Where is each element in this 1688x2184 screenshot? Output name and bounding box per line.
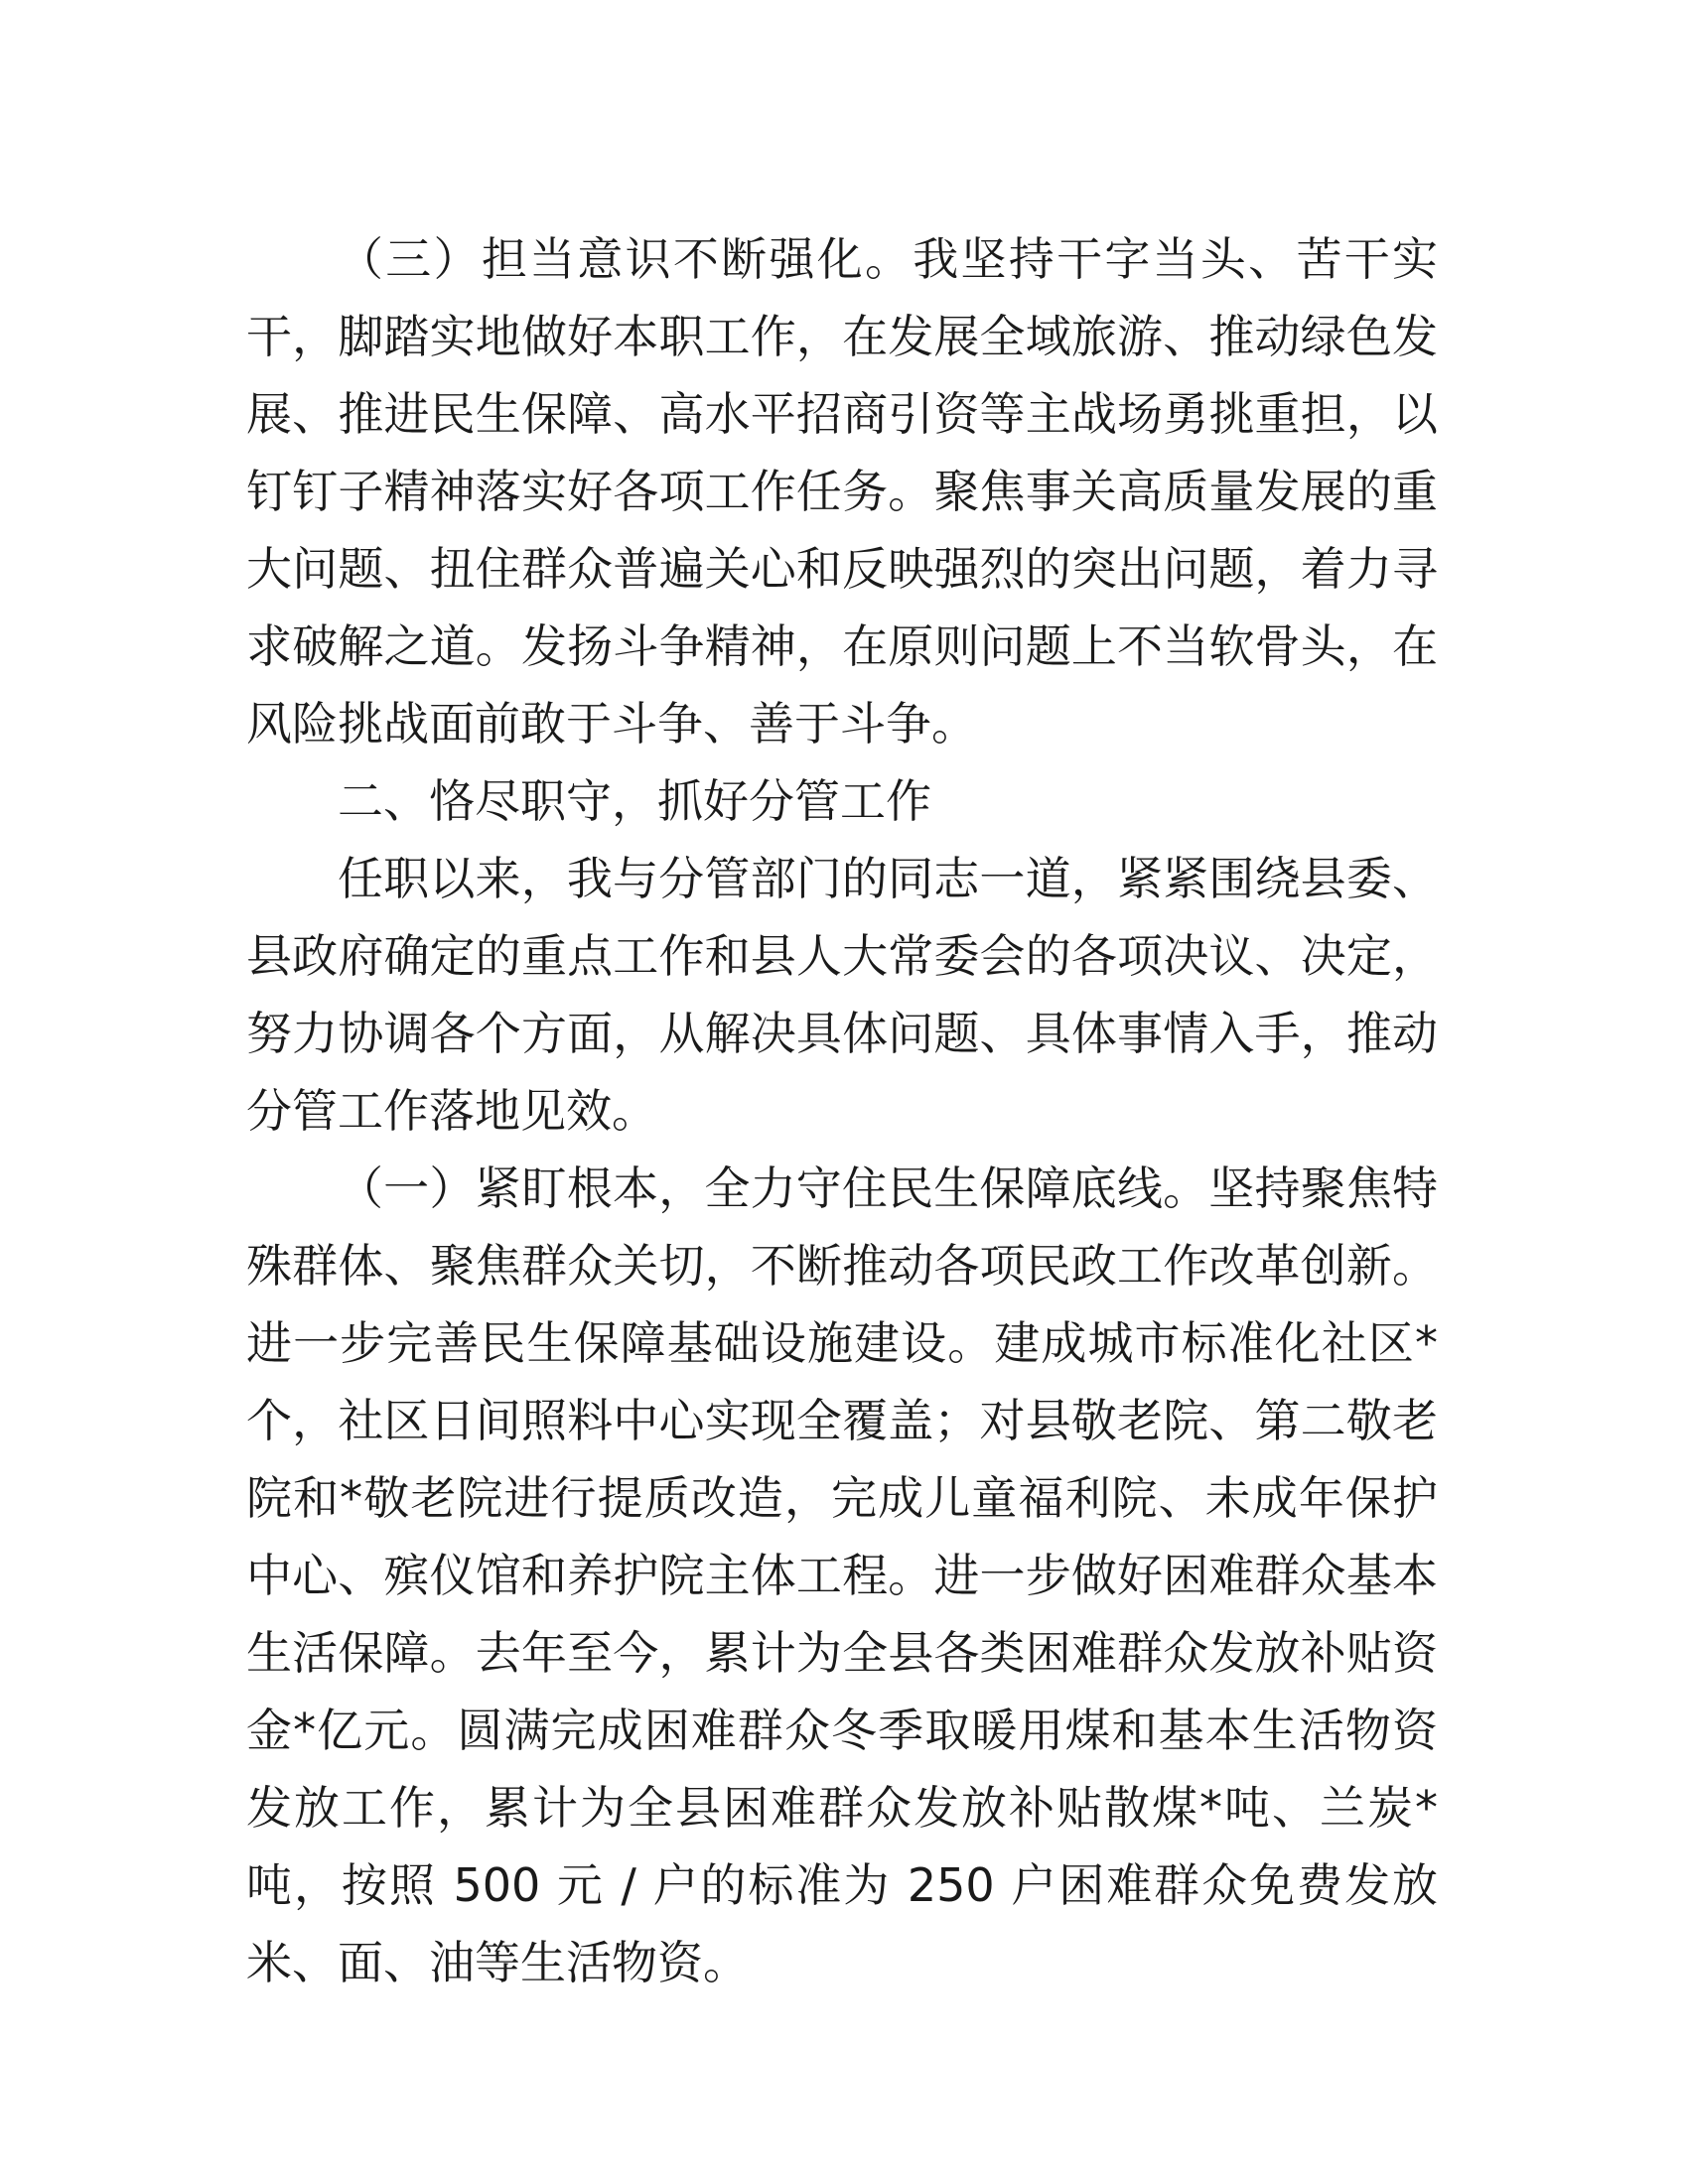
section-heading-duties: 二、恪尽职守，抓好分管工作 bbox=[338, 774, 931, 828]
paragraph-responsibility: （三）担当意识不断强化。我坚持干字当头、苦干实干，脚踏实地做好本职工作，在发展全域旅游、推动绿色发展、推进民生保障、高水平招商引资等主战场勇挑重担，以钉钉子精神落实好各项工作任务。聚焦事关高质量发展的重大问题、扭住群众普遍关心和反映强烈的突出问题，着力寻求破解之道。发扬斗争精神，在原则问题上不当软骨头，在风险挑战面前敢于斗争、善于斗争。 bbox=[246, 232, 1438, 751]
paragraph-tenure-intro: 任职以来，我与分管部门的同志一道，紧紧围绕县委、县政府确定的重点工作和县人大常委会的各项决议、决定，努力协调各个方面，从解决具体问题、具体事情入手，推动分管工作落地见效。 bbox=[246, 852, 1438, 1138]
document-body bbox=[246, 220, 1438, 2001]
paragraph-livelihood-security: （一）紧盯根本，全力守住民生保障底线。坚持聚焦特殊群体、聚焦群众关切，不断推动各项民政工作改革创新。进一步完善民生保障基础设施建设。建成城市标准化社区*个，社区日间照料中心实现全覆盖；对县敬老院、第二敬老院和*敬老院进行提质改造，完成儿童福利院、未成年保护中心、殡仪馆和养护院主体工程。进一步做好困难群众基本生活保障。去年至今，累计为全县各类困难群众发放补贴资金*亿元。圆满完成困难群众冬季取暖用煤和基本生活物资发放工作，累计为全县困难群众发放补贴散煤*吨、兰炭*吨，按照 500 元 / 户的标准为 250 户困难群众免费发放米、面、油等生活物资。 bbox=[246, 1161, 1438, 1989]
